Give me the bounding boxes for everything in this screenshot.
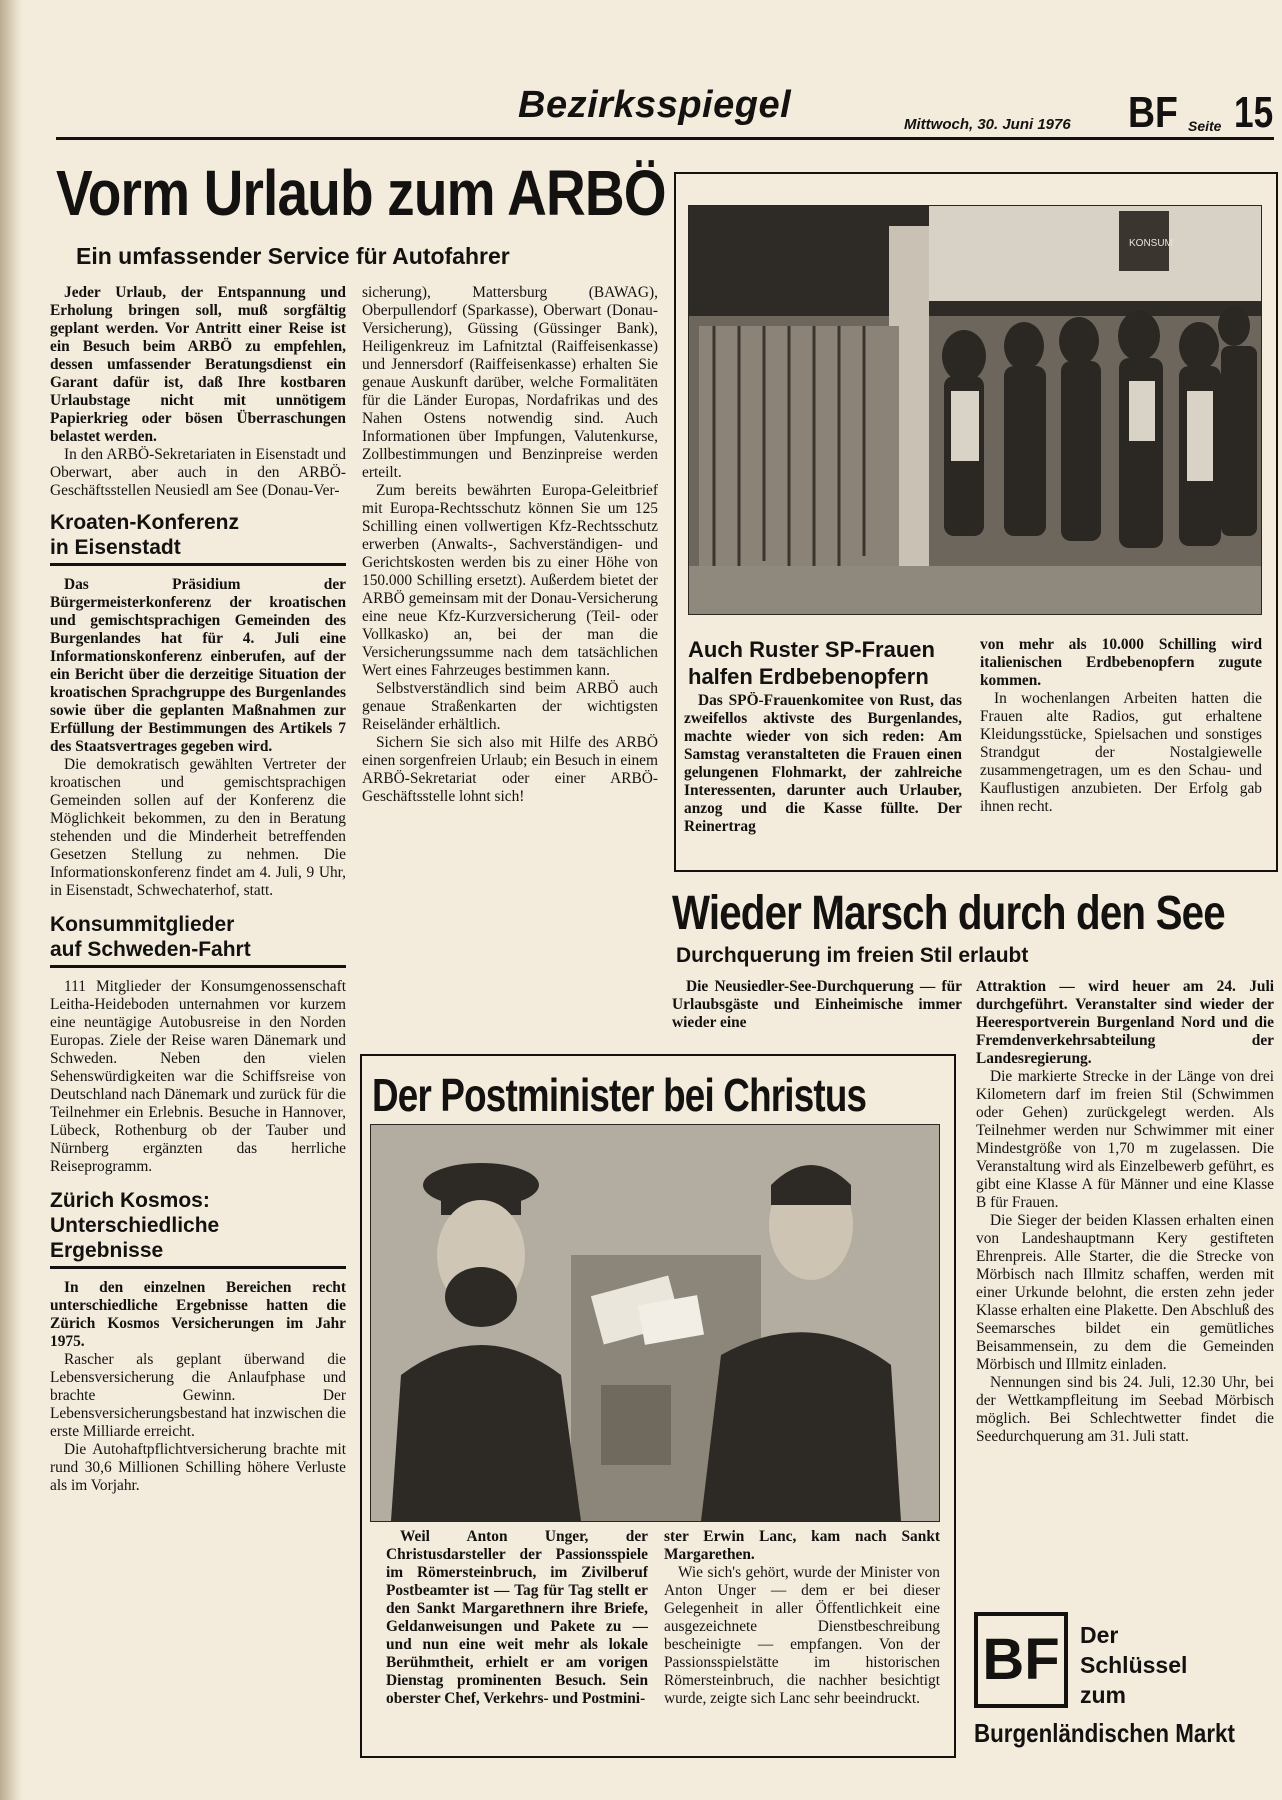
bf-logo: BF (1128, 88, 1178, 137)
postminister-body: Wie sich's gehört, wurde der Minister von Anton Unger — dem er bei dieser Gelegenheit in aller Öffentlichkeit eine ausgezeichnete Dienstbeschreibung bescheinigte — empfangen. Von der Passionsspielstätte im historischen Römersteinbruch, die nachher besichtigt wurde, zeigte sich Lanc sehr beeindruckt. (664, 1564, 940, 1707)
arbo-headline: Vorm Urlaub zum ARBÖ (56, 157, 666, 229)
zuerich-paragraph-2: Die Autohaftpflichtversicherung brachte mit rund 30,6 Millionen Schilling höhere Verluste als im Vorjahr. (50, 1441, 346, 1494)
see-headline: Wieder Marsch durch den See (672, 887, 1225, 940)
page-number: 15 (1234, 88, 1274, 137)
zuerich-headline: Zürich Kosmos: Unterschiedliche Ergebnisse (50, 1189, 220, 1262)
postminister-intro-b: ster Erwin Lanc, kam nach Sankt Margarethen. (664, 1528, 940, 1563)
see-intro-column (672, 978, 962, 1040)
ruster-column-left (684, 692, 962, 862)
header-rule (56, 137, 1274, 140)
arbo-paragraph-1a: In den ARBÖ-Sekretariaten in Eisenstadt und Oberwart, aber auch in den ARBÖ-Geschäftsstellen Neusiedl am See (Donau-Ver- (50, 446, 346, 499)
see-paragraph-2: Die Sieger der beiden Klassen erhalten einen von Landeshauptmann Kery gestifteten Ehrenpreis. Alle Starter, die die Strecke von Mörbisch nach Illmitz schaffen, werden mit einer Urkunde belohnt, die ersten zehn jeder Klasse erhalten eine Plakette. Den Abschluß des Seemarsches bildet ein gemütliches Beisammensein, zu dem die Gemeinden Mörbisch und Illmitz einladen. (976, 1212, 1274, 1373)
arbo-intro: Jeder Urlaub, der Entspannung und Erholung bringen soll, muß sorgfältig geplant werden. Vor Antritt einer Reise ist ein Besuch beim ARBÖ zu empfehlen, dessen umfassender Beratungsdienst ein Garant dafür ist, daß Ihre kostbaren Urlaubstage nicht mit unnötigem Papierkrieg oder bösen Überraschungen belastet werden. (50, 284, 346, 445)
zuerich-intro: In den einzelnen Bereichen recht unterschiedliche Ergebnisse hatten die Zürich Kosmos Versicherungen im Jahr 1975. (50, 1279, 346, 1350)
ruster-column-right (980, 636, 1262, 862)
arbo-paragraph-3: Selbstverständlich sind beim ARBÖ auch genaue Straßenkarten der wichtigsten Reiseländer erhältlich. (362, 680, 658, 733)
page-label: Seite (1188, 118, 1222, 134)
kroaten-intro: Das Präsidium der Bürgermeisterkonferenz der kroatischen und gemischtsprachigen Gemeinden des Burgenlandes hat für 4. Juli eine Informationskonferenz einberufen, auf der ein Bericht über die derzeitige Situation der kroatischen Sprachgruppe des Burgenlandes sowie über die geplanten Maßnahmen zur Erfüllung der Bestimmungen des Artikels 7 des Staatsvertrages gegeben wird. (50, 576, 346, 755)
ad-slogan: Der Schlüssel zum (1080, 1622, 1188, 1708)
section-title: Bezirksspiegel (518, 84, 792, 126)
ruster-body: In wochenlangen Arbeiten hatten die Frauen alte Radios, gut erhaltene Kleidungsstücke, Spielsachen und sonstiges Strandgut der Nostalgiewelle zusammengetragen, um es den Schau- und Kauflustigen anzubieten. Der Erfolg gab ihnen recht. (980, 690, 1262, 815)
arbo-subheadline: Ein umfassender Service für Autofahrer (76, 243, 510, 269)
zuerich-rule (50, 1266, 346, 1269)
zuerich-paragraph-1: Rascher als geplant überwand die Lebensversicherung die Anlaufphase und brachte Gewinn. Der Lebensversicherungsbestand hat inzwischen die erste Milliarde erreicht. (50, 1351, 346, 1440)
issue-date: Mittwoch, 30. Juni 1976 (904, 116, 1071, 133)
ruster-intro-b: von mehr als 10.000 Schilling wird italienischen Erdbebenopfern zugute kommen. (980, 636, 1262, 689)
see-paragraph-1: Die markierte Strecke in der Länge von drei Kilometern darf im freien Stil (Schwimmen oder Gehen) zurückgelegt werden. Als Teilnehmer werden nur Schwimmer mit einer Mindestgröße von 1,70 m zugelassen. Die Veranstaltung wird als Einzelbewerb geführt, es gibt eine Klasse A für Männer und eine Klasse B für Frauen. (976, 1068, 1274, 1211)
arbo-paragraph-1b: sicherung), Mattersburg (BAWAG), Oberpullendorf (Sparkasse), Oberwart (Donau-Versicherung), Güssing (Güssinger Bank), Heiligenkreuz im Lafnitztal (Raiffeisenkasse) und Jennersdorf (Raiffeisenkasse) erhalten Sie genaue Auskunft darüber, welche Formalitäten für die Länder Europas, Nordafrikas und des Nahen Ostens notwendig sind. Auch Informationen über Impfungen, Valutenkurse, Zollbestimmungen und Benzinpreise werden erteilt. (362, 284, 658, 481)
see-intro-b: Attraktion — wird heuer am 24. Juli durchgeführt. Veranstalter sind wieder der Heeresportverein Burgenland Nord und die Fremdenverkehrsabteilung der Landesregierung. (976, 978, 1274, 1067)
postminister-headline: Der Postminister bei Christus (372, 1069, 867, 1121)
arbo-paragraph-2: Zum bereits bewährten Europa-Geleitbrief mit Europa-Rechtsschutz können Sie um 125 Schilling einen vollwertigen Kfz-Rechtsschutz erwerben (Anwalts-, Sachverständigen- und Gerichtskosten werden bis zu einer Höhe von 150.000 Schilling ersetzt). Außerdem bietet der ARBÖ gemeinsam mit der Donau-Versicherung eine neue Kfz-Kurzversicherung (Teil- oder Vollkasko) an, bei der man die Versicherungssumme nach dem tatsächlichen Wert eines Fahrzeuges bestimmen kann. (362, 482, 658, 679)
postminister-column-left (386, 1528, 648, 1750)
arbo-paragraph-4: Sichern Sie sich also mit Hilfe des ARBÖ einen sorgenfreien Urlaub; ein Besuch in einem ARBÖ-Sekretariat oder einer ARBÖ-Geschäftsstelle lohnt sich! (362, 734, 658, 805)
postminister-intro-a: Weil Anton Unger, der Christusdarsteller der Passionsspiele im Römersteinbruch, im Zivilberuf Postbeamter ist — Tag für Tag stellt er den Sankt Margarethnern ihre Briefe, Geldanweisungen und Pakete zu — und nun eine weit mehr als lokale Berühmtheit, erhielt er am vorigen Dienstag prominenten Besuch. Sein oberster Chef, Verkehrs- und Postmini- (386, 1528, 648, 1707)
shop-sign-text: KONSUM (1129, 238, 1173, 249)
page-spine-shadow (0, 0, 22, 1800)
konsum-headline: Konsummitglieder auf Schweden-Fahrt (50, 913, 251, 961)
ruster-intro-a: Das SPÖ-Frauenkomitee von Rust, das zweifellos aktivste des Burgenlandes, machte wieder von sich reden: Am Samstag veranstalteten die Frauen einen gelungenen Flohmarkt, der zahlreiche Interessenten, darunter auch Urlauber, anzog und die Kasse füllte. Der Reinertrag (684, 692, 962, 835)
konsum-body: 111 Mitglieder der Konsumgenossenschaft Leitha-Heideboden unternahmen vor kurzem eine neuntägige Autobusreise in den Norden Europas. Ziele der Reise waren Dänemark und Schweden. Neben den vielen Sehenswürdigkeiten war die Schiffsreise von Deutschland nach Dänemark und zurück für die Teilnehmer ein Erlebnis. Besuche in Hannover, Lübeck, Rothenburg ob der Tauber und Nürnberg ergänzten das herrliche Reiseprogramm. (50, 978, 346, 1175)
postminister-photo (370, 1124, 940, 1522)
ruster-headline: Auch Ruster SP-Frauen halfen Erdbebenopfern (688, 637, 935, 689)
ad-bf-logo: BF (974, 1612, 1068, 1708)
flea-market-photo (688, 205, 1262, 615)
kroaten-headline: Kroaten-Konferenz in Eisenstadt (50, 511, 240, 559)
ad-slogan-market: Burgenländischen Markt (974, 1718, 1235, 1748)
postminister-column-right (664, 1528, 940, 1750)
kroaten-body: Die demokratisch gewählten Vertreter der kroatischen und gemischtsprachigen Gemeinden sollen auf der Konferenz die Möglichkeit bekommen, zu den in Beratung stehenden und die Minderheit betreffenden Gesetzen Stellung zu nehmen. Die Informationskonferenz findet am 4. Juli, 9 Uhr, in Eisenstadt, Schwechaterhof, statt. (50, 756, 346, 899)
flea-market-illustration (689, 206, 1261, 614)
postminister-illustration (371, 1125, 939, 1521)
konsum-rule (50, 965, 346, 968)
arbo-continuation-column (362, 284, 658, 1024)
see-right-column (976, 978, 1274, 1598)
left-column (50, 284, 346, 1754)
kroaten-rule (50, 563, 346, 566)
see-intro-a: Die Neusiedler-See-Durchquerung — für Urlaubsgäste und Einheimische immer wieder eine (672, 978, 962, 1031)
see-subheadline: Durchquerung im freien Stil erlaubt (676, 944, 1029, 967)
see-paragraph-3: Nennungen sind bis 24. Juli, 12.30 Uhr, bei der Wettkampfleitung im Seebad Mörbisch möglich. Bei Schlechtwetter findet die Seedurchquerung am 31. Juli statt. (976, 1374, 1274, 1445)
